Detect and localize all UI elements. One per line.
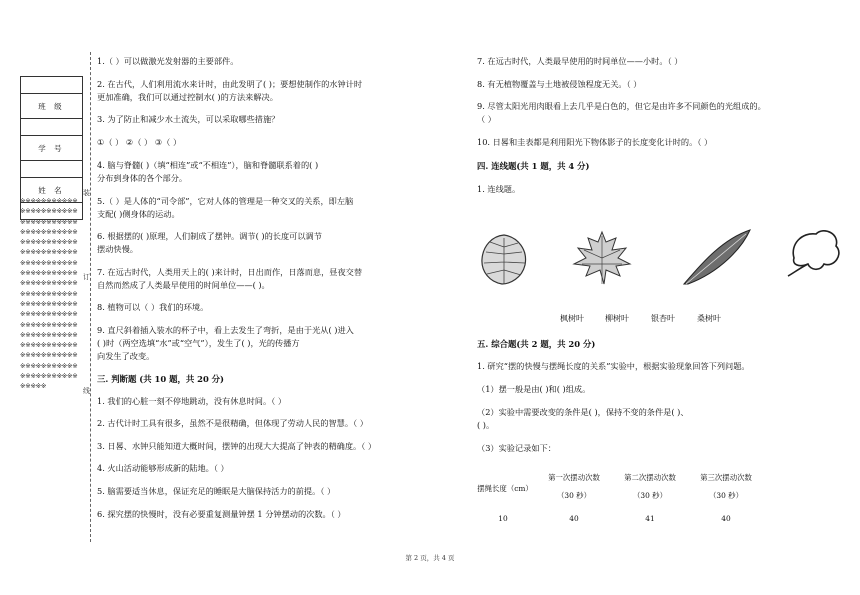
table-col3-sub: （30 秒）: [709, 491, 743, 500]
judge-q2: 2. 古代计时工具有很多，虽然不是很精确，但体现了劳动人民的智慧。（ ）: [97, 418, 368, 428]
student-number-label: 学 号: [21, 136, 82, 161]
table-cell-first: 40: [569, 514, 579, 523]
table-col1-sub: （30 秒）: [557, 491, 591, 500]
fill-q2-line1: 2. 在古代，人们利用流水来计时，由此发明了( )；要想使制作的水钟计时: [97, 79, 363, 89]
comp-q1: 1. 研究“摆的快慢与摆绳长度的关系”实验中，根据实验现象回答下列问题。: [477, 361, 750, 371]
fill-q3-blanks: ①（ ） ②（ ） ③（ ）: [97, 137, 182, 147]
binding-star-pattern: ※※※※※※※※※※※※※※※※※※※※※※※※※※※※※※※※※※※※※※※※※※※※※※※※※※※※※※※※※※※※※※※※※※※※※※※※※※※※※※※※※※※※※※※※※※※※※※※※※※※※※※※※※※※※※※※※※※※※※※※※※※※※※※※※※※※※※※※※※※※※※※※※※※※※※※※※※※※※※※※※※※※※※※※※※※※※※※※※※※※※※※※※※※※※※※※※※※※※※※※※※※※: [20, 197, 78, 391]
fill-q9-line3: 向发生了改变。: [97, 351, 155, 361]
binding-dashed-line: [90, 52, 91, 542]
judge-q1: 1. 我们的心脏一刻不停地跳动，没有休息时间。（ ）: [97, 396, 287, 406]
comp-q1-part3: （3）实验记录如下：: [477, 443, 556, 453]
comp-q1-part1: （1）摆一般是由( )和( )组成。: [477, 384, 591, 394]
leaf-label-willow: 柳树叶: [605, 314, 629, 323]
info-row-blank: [21, 119, 82, 136]
section3-title: 三. 判断题 (共 10 题，共 20 分): [97, 374, 225, 384]
fill-q6-line1: 6. 根据摆的( )原理，人们制成了摆钟。调节( )的长度可以调节: [97, 231, 322, 241]
connect-question: 1. 连线题。: [477, 184, 521, 194]
ginkgo-leaf-drawing: [680, 228, 752, 286]
info-row-blank-top: [21, 77, 82, 94]
judge-q8: 8. 有无植物覆盖与土地被侵蚀程度无关。（ ）: [477, 79, 642, 89]
judge-q3: 3. 日晷、水钟只能知道大概时间，摆钟的出现大大提高了钟表的精确度。（ ）: [97, 441, 377, 451]
fill-q9-line2: ( )时（两空选填“水”或“空气”），发生了( )，光的传播方: [97, 338, 300, 348]
maple-leaf-drawing: [478, 232, 530, 287]
leaf-label-maple: 枫树叶: [560, 314, 584, 323]
binding-char-ding: 订: [83, 273, 90, 281]
leaf-label-mulberry: 桑树叶: [697, 314, 721, 323]
table-col3-header: 第三次摆动次数: [700, 473, 752, 482]
binding-char-xian: 线: [83, 387, 90, 395]
comp-q1-part2-line2: ( )。: [477, 420, 495, 430]
table-cell-second: 41: [645, 514, 655, 523]
name-label: 姓 名: [21, 178, 82, 203]
judge-q4: 4. 火山活动能够形成新的陆地。（ ）: [97, 463, 229, 473]
judge-q5: 5. 脑需要适当休息，保证充足的睡眠是大脑保持活力的前提。（ ）: [97, 486, 336, 496]
fill-q6-line2: 摆动快慢。: [97, 244, 138, 254]
fill-q9-line1: 9. 直尺斜着插入装水的杯子中，看上去发生了弯折，是由于光从( )进入: [97, 325, 354, 335]
fill-q5-line2: 支配( )侧身体的运动。: [97, 209, 180, 219]
fill-q4-line2: 分布到身体的各个部分。: [97, 173, 188, 183]
binding-char-zhuang: 装: [83, 189, 90, 197]
judge-q10: 10. 日晷和圭表都是利用阳光下物体影子的长度变化计时的。（ ）: [477, 137, 713, 147]
judge-q9-line2: （ ）: [477, 114, 496, 124]
page-footer: 第 2 页，共 4 页: [405, 554, 455, 562]
section4-title: 四. 连线题(共 1 题，共 4 分): [477, 161, 590, 171]
table-col2-sub: （30 秒）: [633, 491, 667, 500]
table-row-header: 摆绳长度（cm）: [477, 484, 533, 493]
fill-q4-line1: 4. 脑与脊髓( )（填“相连”或“不相连”），脑和脊髓联系着的( ): [97, 160, 319, 170]
fill-q7-line2: 自然而然成了人类最早使用的时间单位——( )。: [97, 280, 270, 290]
table-col1-header: 第一次摆动次数: [548, 473, 600, 482]
mulberry-leaf-drawing: [786, 228, 844, 278]
fill-q2-line2: 更加准确，我们可以通过控制水( )的方法来解决。: [97, 92, 278, 102]
comp-q1-part2-line1: （2）实验中需要改变的条件是( )，保持不变的条件是( )、: [477, 407, 689, 417]
willow-leaf-drawing: [572, 230, 632, 288]
leaf-label-ginkgo: 银杏叶: [651, 314, 675, 323]
judge-q6: 6. 探究摆的快慢时，没有必要重复测量钟摆 1 分钟摆动的次数。（ ）: [97, 509, 346, 519]
info-row-blank: [21, 161, 82, 178]
judge-q9-line1: 9. 尽管太阳光用肉眼看上去几乎是白色的，但它是由许多不同颜色的光组成的。: [477, 101, 766, 111]
fill-q7-line1: 7. 在远古时代，人类用天上的( )来计时，日出而作，日落而息，昼夜交替: [97, 267, 363, 277]
fill-q1: 1.（ ）可以做激光发射器的主要部件。: [97, 56, 239, 66]
judge-q7: 7. 在远古时代，人类最早使用的时间单位——小时。（ ）: [477, 56, 683, 66]
table-cell-length: 10: [498, 514, 508, 523]
table-cell-third: 40: [721, 514, 731, 523]
fill-q8: 8. 植物可以（ ）我们的环境。: [97, 302, 209, 312]
fill-q5-line1: 5.（ ）是人体的“司令部”，它对人体的管理是一种交叉的关系，即左脑: [97, 196, 354, 206]
table-col2-header: 第二次摆动次数: [624, 473, 676, 482]
section5-title: 五. 综合题(共 2 题，共 20 分): [477, 339, 596, 349]
fill-q3: 3. 为了防止和减少水土流失，可以采取哪些措施？: [97, 114, 280, 124]
class-label: 班 级: [21, 94, 82, 119]
